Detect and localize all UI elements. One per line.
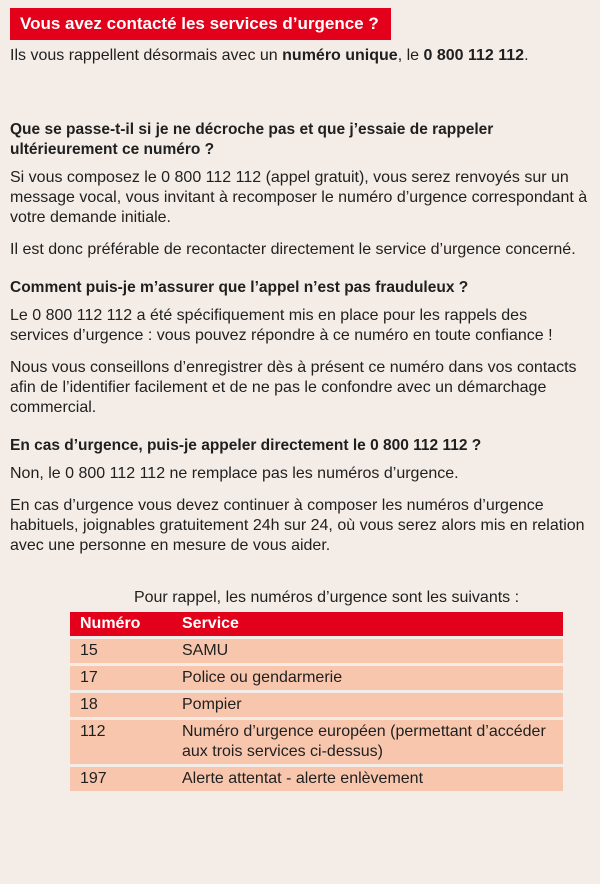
table-cell-number: 17 — [70, 666, 172, 690]
table-cell-service: Police ou gendarmerie — [172, 666, 563, 690]
table-caption: Pour rappel, les numéros d’urgence sont les suivants : — [133, 589, 520, 606]
answer-paragraph: Non, le 0 800 112 112 ne remplace pas les numéros d’urgence. — [10, 465, 459, 482]
table-cell-service: Alerte attentat - alerte enlèvement — [172, 767, 563, 791]
table-cell-number: 112 — [70, 720, 172, 764]
table-row — [70, 666, 563, 690]
table-header-row — [70, 612, 563, 636]
answer-paragraph: Il est donc préférable de recontacter directement le service d’urgence concerné. — [10, 241, 576, 258]
table-cell-number: 18 — [70, 693, 172, 717]
answer-paragraph: Nous vous conseillons d’enregistrer dès à présent ce numéro dans vos contacts afin de l’identifier facilement et de ne pas le confondre avec un démarchage commercial. — [10, 359, 577, 416]
answer-paragraph: En cas d’urgence vous devez continuer à composer les numéros d’urgence habituels, joignables gratuitement 24h sur 24, où vous serez alors mis en relation avec une personne en mesure de vous aider. — [10, 497, 585, 554]
table-cell-number: 197 — [70, 767, 172, 791]
answer-paragraph: Le 0 800 112 112 a été spécifiquement mis en place pour les rappels des services d’urgence : vous pouvez répondre à ce numéro en toute confiance ! — [10, 307, 553, 344]
table-row — [70, 693, 563, 717]
question-heading-direct-call: En cas d’urgence, puis-je appeler directement le 0 800 112 112 ? — [10, 437, 482, 454]
table-header-number: Numéro — [70, 612, 172, 636]
intro-text-start: Ils vous rappellent désormais avec un — [10, 47, 283, 64]
table-header-service: Service — [172, 612, 563, 636]
intro-text-middle: , le — [397, 47, 424, 64]
emergency-numbers-table — [70, 609, 563, 794]
table-cell-number: 15 — [70, 639, 172, 663]
table-row — [70, 720, 563, 764]
question-heading-callback: Que se passe-t-il si je ne décroche pas et que j’essaie de rappeler ultérieurement ce numéro ? — [10, 121, 494, 158]
emergency-numbers-table-section — [70, 588, 563, 794]
table-cell-service: SAMU — [172, 639, 563, 663]
intro-text-end: . — [524, 47, 529, 64]
table-row — [70, 639, 563, 663]
page-title-banner: Vous avez contacté les services d’urgence ? — [10, 8, 391, 40]
question-heading-fraud: Comment puis-je m’assurer que l’appel n’est pas frauduleux ? — [10, 279, 469, 296]
intro-text — [10, 46, 590, 66]
table-cell-service: Numéro d’urgence européen (permettant d’accéder aux trois services ci-dessus) — [172, 720, 563, 764]
intro-bold-unique: numéro unique — [282, 47, 398, 64]
intro-bold-number: 0 800 112 112 — [423, 47, 525, 64]
answer-paragraph: Si vous composez le 0 800 112 112 (appel gratuit), vous serez renvoyés sur un message vocal, vous invitant à recomposer le numéro d’urgence correspondant à votre demande initiale. — [10, 169, 588, 226]
table-cell-service: Pompier — [172, 693, 563, 717]
table-row — [70, 767, 563, 791]
